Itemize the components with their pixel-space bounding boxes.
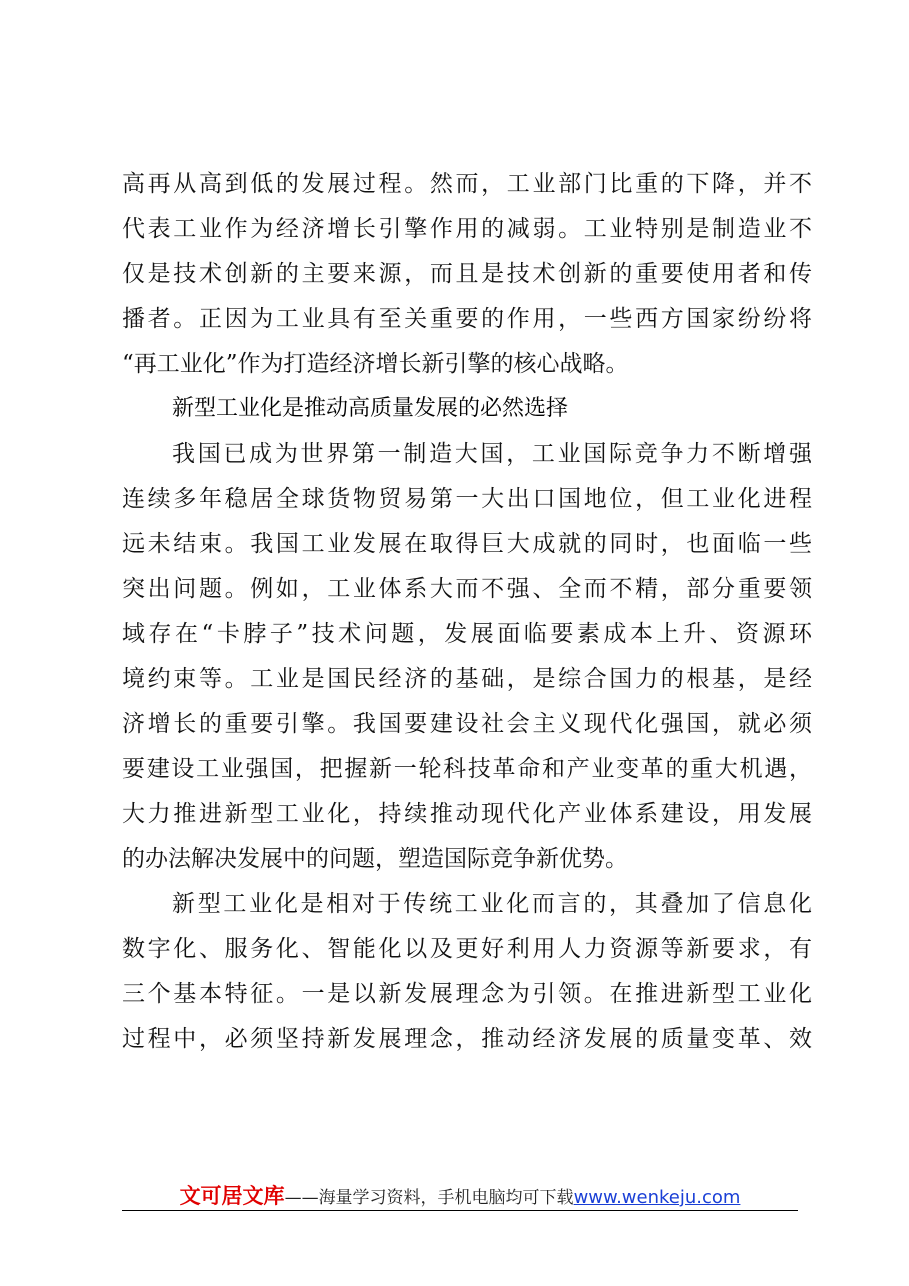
paragraph-2-line: 突出问题。例如，工业体系大而不强、全而不精，部分重要领 (122, 576, 812, 602)
page-footer (122, 1180, 798, 1210)
paragraph-3-line: 数字化、服务化、智能化以及更好利用人力资源等新要求，有 (122, 936, 812, 962)
paragraph-2-line: 的办法解决发展中的问题，塑造国际竞争新优势。 (122, 846, 628, 872)
paragraph-1-line: 仅是技术创新的主要来源，而且是技术创新的重要使用者和传 (122, 261, 812, 287)
paragraph-2-line: 境约束等。工业是国民经济的基础，是综合国力的根基，是经 (122, 666, 812, 692)
paragraph-1-line: 代表工业作为经济增长引擎作用的减弱。工业特别是制造业不 (122, 216, 812, 242)
paragraph-3-line: 过程中，必须坚持新发展理念，推动经济发展的质量变革、效 (122, 1026, 812, 1052)
paragraph-1-line: 高再从高到低的发展过程。然而，工业部门比重的下降，并不 (122, 171, 812, 197)
paragraph-3-line: 新型工业化是相对于传统工业化而言的，其叠加了信息化 (172, 891, 812, 917)
paragraph-2-line: 域存在“卡脖子”技术问题，发展面临要素成本上升、资源环 (122, 621, 812, 647)
section-heading: 新型工业化是推动高质量发展的必然选择 (172, 396, 569, 421)
paragraph-1-line: 播者。正因为工业具有至关重要的作用，一些西方国家纷纷将 (122, 306, 812, 332)
paragraph-2-line: 我国已成为世界第一制造大国，工业国际竞争力不断增强 (172, 441, 812, 467)
footer-tagline: ——海量学习资料，手机电脑均可下载 (284, 1188, 574, 1208)
footer-brand: 文可居文库 (179, 1184, 285, 1208)
paragraph-2-line: 济增长的重要引擎。我国要建设社会主义现代化强国，就必须 (122, 711, 812, 737)
paragraph-2-line: 要建设工业强国，把握新一轮科技革命和产业变革的重大机遇， (122, 756, 812, 782)
paragraph-2-line: 远未结束。我国工业发展在取得巨大成就的同时，也面临一些 (122, 531, 812, 557)
paragraph-2-line: 大力推进新型工业化，持续推动现代化产业体系建设，用发展 (122, 801, 812, 827)
paragraph-1-line: “再工业化”作为打造经济增长新引擎的核心战略。 (122, 351, 629, 377)
paragraph-2-line: 连续多年稳居全球货物贸易第一大出口国地位，但工业化进程 (122, 486, 812, 512)
paragraph-3-line: 三个基本特征。一是以新发展理念为引领。在推进新型工业化 (122, 981, 812, 1007)
footer-url-link[interactable]: www.wenkeju.com (573, 1187, 741, 1208)
footer-divider (122, 1210, 798, 1211)
